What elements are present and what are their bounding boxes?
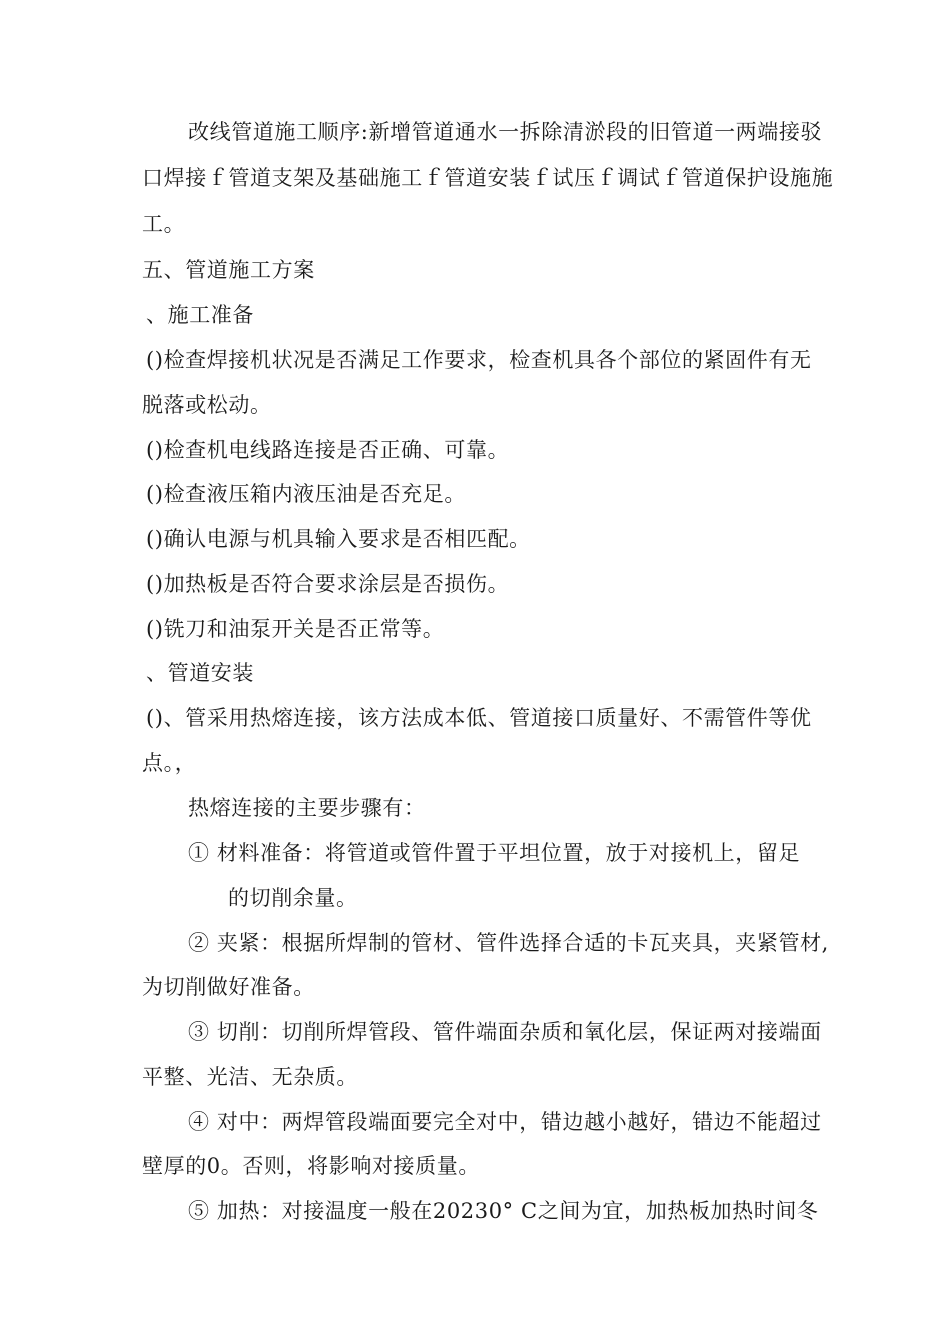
- text-line: ()确认电源与机具输入要求是否相匹配。: [146, 527, 531, 551]
- subsection-heading: 、管道安装: [146, 661, 254, 685]
- subsection-heading: 、施工准备: [146, 303, 254, 327]
- text-line: 平整、光洁、无杂质。: [142, 1065, 358, 1089]
- text-line: 改线管道施工顺序:新增管道通水一拆除清淤段的旧管道一两端接驳: [188, 120, 823, 144]
- text-line: 壁厚的0。否则，将影响对接质量。: [142, 1154, 480, 1178]
- text-line: ()铣刀和油泵开关是否正常等。: [146, 617, 445, 641]
- text-line: 口焊接ｆ管道支架及基础施工ｆ管道安装ｆ试压ｆ调试ｆ管道保护设施施: [142, 166, 834, 190]
- step-item: ② 夹紧：根据所焊制的管材、管件选择合适的卡瓦夹具，夹紧管材,: [188, 931, 829, 955]
- text-line: 工。: [142, 212, 186, 236]
- step-item: ① 材料准备：将管道或管件置于平坦位置，放于对接机上，留足: [188, 841, 801, 865]
- text-line: ()加热板是否符合要求涂层是否损伤。: [146, 572, 510, 596]
- text-line: 为切削做好准备。: [142, 975, 315, 999]
- text-line: ()检查液压箱内液压油是否充足。: [146, 482, 466, 506]
- section-heading: 五、管道施工方案: [142, 258, 315, 282]
- step-item: ③ 切削：切削所焊管段、管件端面杂质和氧化层，保证两对接端面: [188, 1020, 822, 1044]
- text-line: 脱落或松动。: [142, 393, 272, 417]
- step-item: ④ 对中：两焊管段端面要完全对中，错边越小越好，错边不能超过: [188, 1110, 822, 1134]
- text-line: 热熔连接的主要步骤有：: [188, 796, 426, 820]
- text-line: ()、管采用热熔连接，该方法成本低、管道接口质量好、不需管件等优: [146, 706, 812, 730]
- text-line: 的切削余量。: [228, 886, 358, 910]
- text-line: ()检查焊接机状况是否满足工作要求，检查机具各个部位的紧固件有无: [146, 348, 812, 372]
- text-line: 点。，: [142, 751, 197, 775]
- step-item: ⑤ 加热：对接温度一般在20230° C之间为宜，加热板加热时间冬: [188, 1199, 819, 1223]
- text-line: ()检查机电线路连接是否正确、可靠。: [146, 438, 510, 462]
